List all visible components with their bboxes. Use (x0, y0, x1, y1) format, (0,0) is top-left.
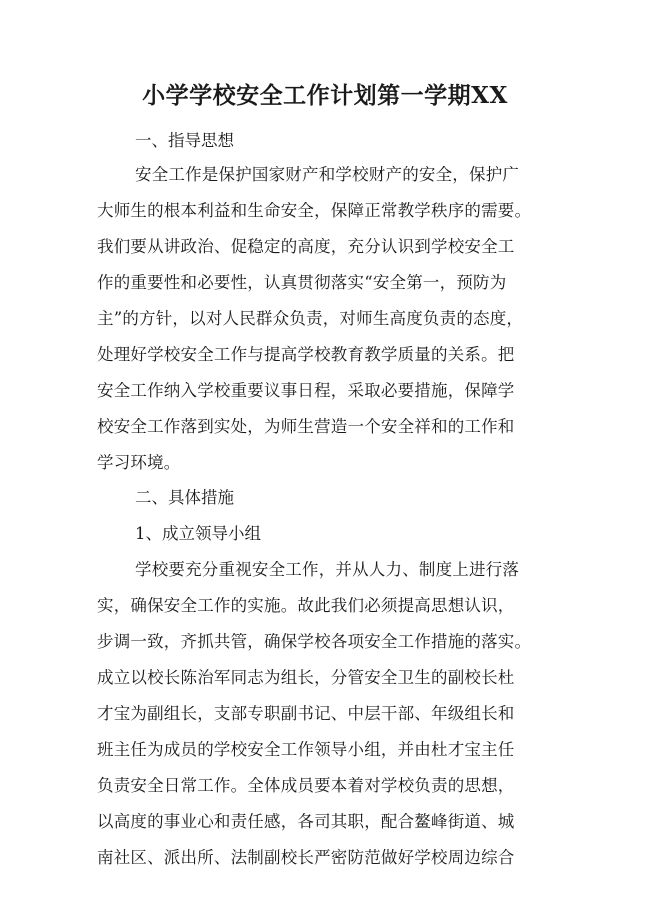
section-heading-specific-measures: 二、具体措施 (135, 488, 234, 507)
paragraph-line: 大师生的根本利益和生命安全，保障正常教学秩序的需要。 (97, 201, 532, 220)
section-heading-guiding-ideology: 一、指导思想 (135, 131, 234, 150)
paragraph-line: 步调一致，齐抓共管，确保学校各项安全工作措施的落实。 (97, 632, 532, 651)
document-title: 小学学校安全工作计划第一学期XX (142, 82, 508, 109)
paragraph-line: 南社区、派出所、法制副校长严密防范做好学校周边综合 (97, 848, 515, 867)
paragraph-line: 以高度的事业心和责任感，各司其职，配合鳌峰街道、城 (97, 812, 515, 831)
paragraph-line: 安全工作是保护国家财产和学校财产的安全，保护广 (135, 165, 520, 184)
paragraph-line: 成立以校长陈治军同志为组长，分管安全卫生的副校长杜 (97, 668, 515, 687)
paragraph-line: 我们要从讲政治、促稳定的高度，充分认识到学校安全工 (97, 237, 515, 256)
subsection-heading-leadership-group: 1、成立领导小组 (135, 524, 261, 543)
paragraph-line: 才宝为副组长，支部专职副书记、中层干部、年级组长和 (97, 704, 515, 723)
paragraph-line: 班主任为成员的学校安全工作领导小组，并由杜才宝主任 (97, 740, 515, 759)
paragraph-line: 负责安全日常工作。全体成员要本着对学校负责的思想， (97, 776, 515, 795)
paragraph-line: 学校要充分重视安全工作，并从人力、制度上进行落 (135, 560, 520, 579)
paragraph-line: 作的重要性和必要性，认真贯彻落实“安全第一，预防为 (97, 273, 507, 292)
paragraph-line: 主”的方针，以对人民群众负责，对师生高度负责的态度， (97, 309, 524, 328)
paragraph-line: 处理好学校安全工作与提高学校教育教学质量的关系。把 (97, 345, 515, 364)
paragraph-line: 实，确保安全工作的实施。故此我们必须提高思想认识， (97, 596, 515, 615)
paragraph-line: 校安全工作落到实处，为师生营造一个安全祥和的工作和 (97, 417, 515, 436)
paragraph-line: 学习环境。 (97, 453, 181, 472)
paragraph-line: 安全工作纳入学校重要议事日程，采取必要措施，保障学 (97, 381, 515, 400)
